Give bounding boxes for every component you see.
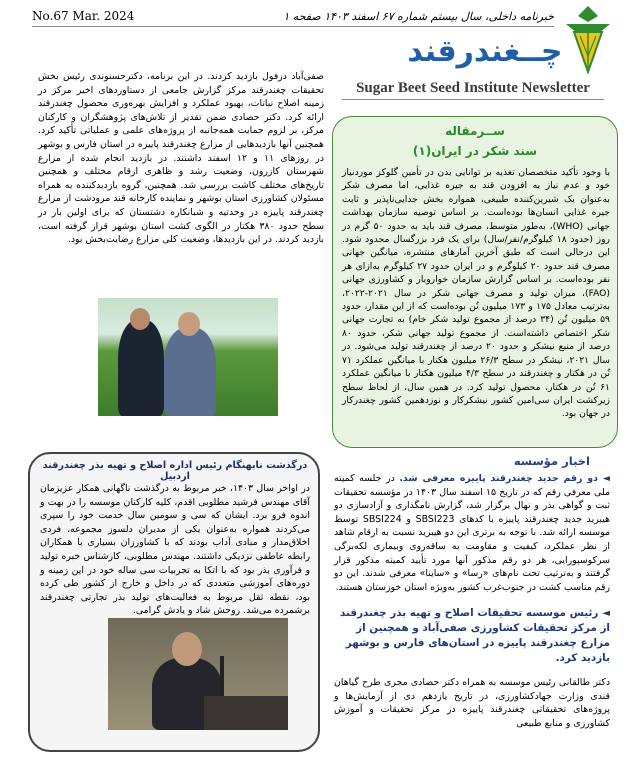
bullet-arrow-icon: ◄ [598,607,610,619]
newsletter-title-fa: چــغندرقند [407,34,563,69]
news-item-1-body: در جلسه کمیته ملی معرفی رقم که در تاریخ ۱۵ اسفند سال ۱۴۰۳ در مؤسسه تحقیقات ثبت و گواهی بذر و نهال برگزار شد، گزارش نامگذاری و آزادسازی دو هیبرید جدید چغندرقند پاییزه با کدهای SBSI223 و SBSI224 توسط موسسه ارائه شد. با توجه به برتری این دو هیبرید نسبت به ارقام شاهد از نظر عملکرد، کیفیت و مقاومت به ساقه‌روی وبیماری لکه‌برگی سرکوسپورایی، هر دو رقم مذکور آنها مورد تأیید کمیته مذکور قرار گرفتند و به‌ترتیب تحت نام‌های «رسا» و «ساینا» معرفی شدند. این دو رقم مناسب کشت در جنوب‌غرب کشور به‌ویژه استان خوزستان هستند. [334,473,610,593]
obituary-photo [108,618,288,730]
field-visit-photo [98,298,278,416]
news-item-new-varieties [334,472,610,594]
news-section-title: اخبار مؤسسه [513,454,590,468]
editorial-title: ســرمقاله [445,124,505,138]
news-item-1-lead: دو رقم جدید چغندرقند پاییزه معرفی شد. [399,473,598,484]
newsletter-title-en: Sugar Beet Seed Institute Newsletter [342,80,604,100]
bullet-arrow-icon: ◄ [597,473,611,484]
news-item-2-headline: رئیس موسسه تحقیقات اصلاح و تهیه بذر چغندرقند از مرکز تحقیقات کشاورزی صفی‌آباد و همچنین از مزارع چغندرقند پاییزه در استان‌های فارس و بوشهر بازدید کرد. [340,607,610,664]
issue-number-date: No.67 Mar. 2024 [32,9,135,23]
editorial-text: با وجود تأکید متخصصان تغذیه بر توانایی بدن در تأمین گلوکز موردنیاز خود و عدم نیاز به افزودن قند به جیره غذایی، اما مصرف شکر به‌عنوان یک شیرین‌کننده طبیعی، همواره بخش جدایی‌ناپذیر و ثابت جیره غذایی انسان‌ها بوده‌است. بر اساس توصیه سازمان بهداشت جهانی (WHO)، به‌طور متوسط، مصرف قند باید به حدود ۵۰ گرم در روز (حدود ۱۸ کیلوگرم/نفر/سال) برای یک فرد بزرگسال محدود شود. این درحالی است که طبق آخرین آمارهای منتشره، میانگین جهانی مصرف قند حدود ۲۰ کیلوگرم و در ایران حدود ۲۷ کیلوگرم به‌ازای هر نفر بوده‌است. بر اساس گزارش سازمان خواروبار و کشاورزی جهانی (FAO)، میزان تولید و مصرف جهانی شکر در سال ۲۰۲۱-۲۰۲۲، به‌ترتیب معادل ۱۷۵ و ۱۷۳ میلیون تُن بوده‌است که از این مقدار، حدود ۵۹ میلیون تُن (۳۴ درصد از مجموع تولید شکر خام) به تجارت جهانی شکر اختصاص داشته‌است. از مجموع تولید جهانی شکر، حدود ۸۰ درصد از منبع نیشکر و حدود ۲۰ درصد از چغندرقند تولید می‌شود. در سال ۲۰۲۱، نیشکر در سطح ۲۶/۳ میلیون هکتار با میانگین عملکرد ۷۱ تُن در هکتار و چغندرقند در سطح ۴/۳ میلیون هکتار با میانگین عملکرد ۶۱ تُن در هکتار، محصول تولید کرد. در همین سال، از لحاظ سطح زیرکشت ایران سی‌امین کشور نیشکرکار و نوزدهمین کشور چغندرکار در جهان بود. [342,167,610,420]
editorial-subtitle: سند شکر در ایران(۱) [412,144,538,158]
obituary-title: درگذشت نابهنگام رئیس اداره اصلاح و تهیه بذر چغندرقند اردبیل [42,460,308,482]
obituary-text: در اواخر سال ۱۴۰۳، خبر مربوط به درگذشت ناگهانی همکار عزیزمان آقای مهندس فرشید مطلوبی اقدم، کلیه کارکنان موسسه را در بهت و اندوه فرو برد. ایشان که سی و سومین سال خدمت خود را سپری می‌کردند همواره به‌عنوان یکی از مدیران دلسوز مجموعه، فردی اخلاق‌مدار و مبادی آداب بودند که با کشاورزان بسیاری با همکاران رابطه عاطفی نزدیکی داشتند. مهندس مطلوبی، کارشناس خبره تولید و فرآوری بذر بود که با اتکا به تجربیات سی ساله خود در این زمینه و دوره‌های آموزشی متعددی که در داخل و خارج از کشور طی کرده بود، نقطه ثقل مربوط به فعالیت‌های تولید بذر تجارتی چغندرقند برشمرده می‌شد. روحش شاد و یادش گرامی. [40,483,310,617]
news-item-2-title [334,606,610,666]
news-item-2-body: دکتر طالقانی رئیس موسسه به همراه دکتر حصادی مجری طرح گیاهان قندی وزارت جهادکشاورزی، در تاریخ یازدهم دی از آزمایش‌ها و پروژه‌های تحقیقاتی چغندرقند پاییزه در مرکز تحقیقات و آموزش کشاورزی و منابع طبیعی [334,677,610,729]
issue-header [32,6,554,27]
issue-info-fa: خبرنامه داخلی، سال بیستم شماره ۶۷ اسفند ۱۴۰۳ صفحه ۱ [283,9,554,23]
left-column-article: صفی‌آباد دزفول بازدید کردند. در این برنامه، دکترحسنوندی رئیس بخش تحقیقات چغندرقند مرکز گزارش جامعی از دستاوردهای اخیر مرکز در زمینه اصلاح نباتات، بهبود عملکرد و افزایش بهره‌وری محصول چغندرقند ارائه کرد. دکتر حصادی ضمن تقدیر از تلاش‌های پژوهشگران و کارکنان مرکز، بر لزوم حمایت همه‌جانبه از پروژه‌های علمی و عملیاتی تأکید کرد. همچنین آنها بازدیدهایی از مزارع چغندرقند پاییزه در استان فارس و بوشهر در روزهای ۱۱ و ۱۲ اسفند داشتند. در بازدید انجام شده از مزارع شهرستان کازرون، وضعیت رشد و ظاهری ارقام مختلف و همچنین تاریخ‌های مختلف کاشت بررسی شد. همچنین، گروه بازدیدکننده به همراه مسئولان کشاورزی استان بوشهر و نماینده کارخانه قند مرودشت از مزارع چغندرقند پاییزه در وحدتیه و شبانکاره دشتستان که برای اولین بار در سطح حدود ۳۸۰ هکتار در الگوی کشت استان بوشهر قرار گرفته است، بازدید کردند. در این بازدیدها، وضعیت کلی مزارع رضایت‌بخش بود. [38,71,324,246]
